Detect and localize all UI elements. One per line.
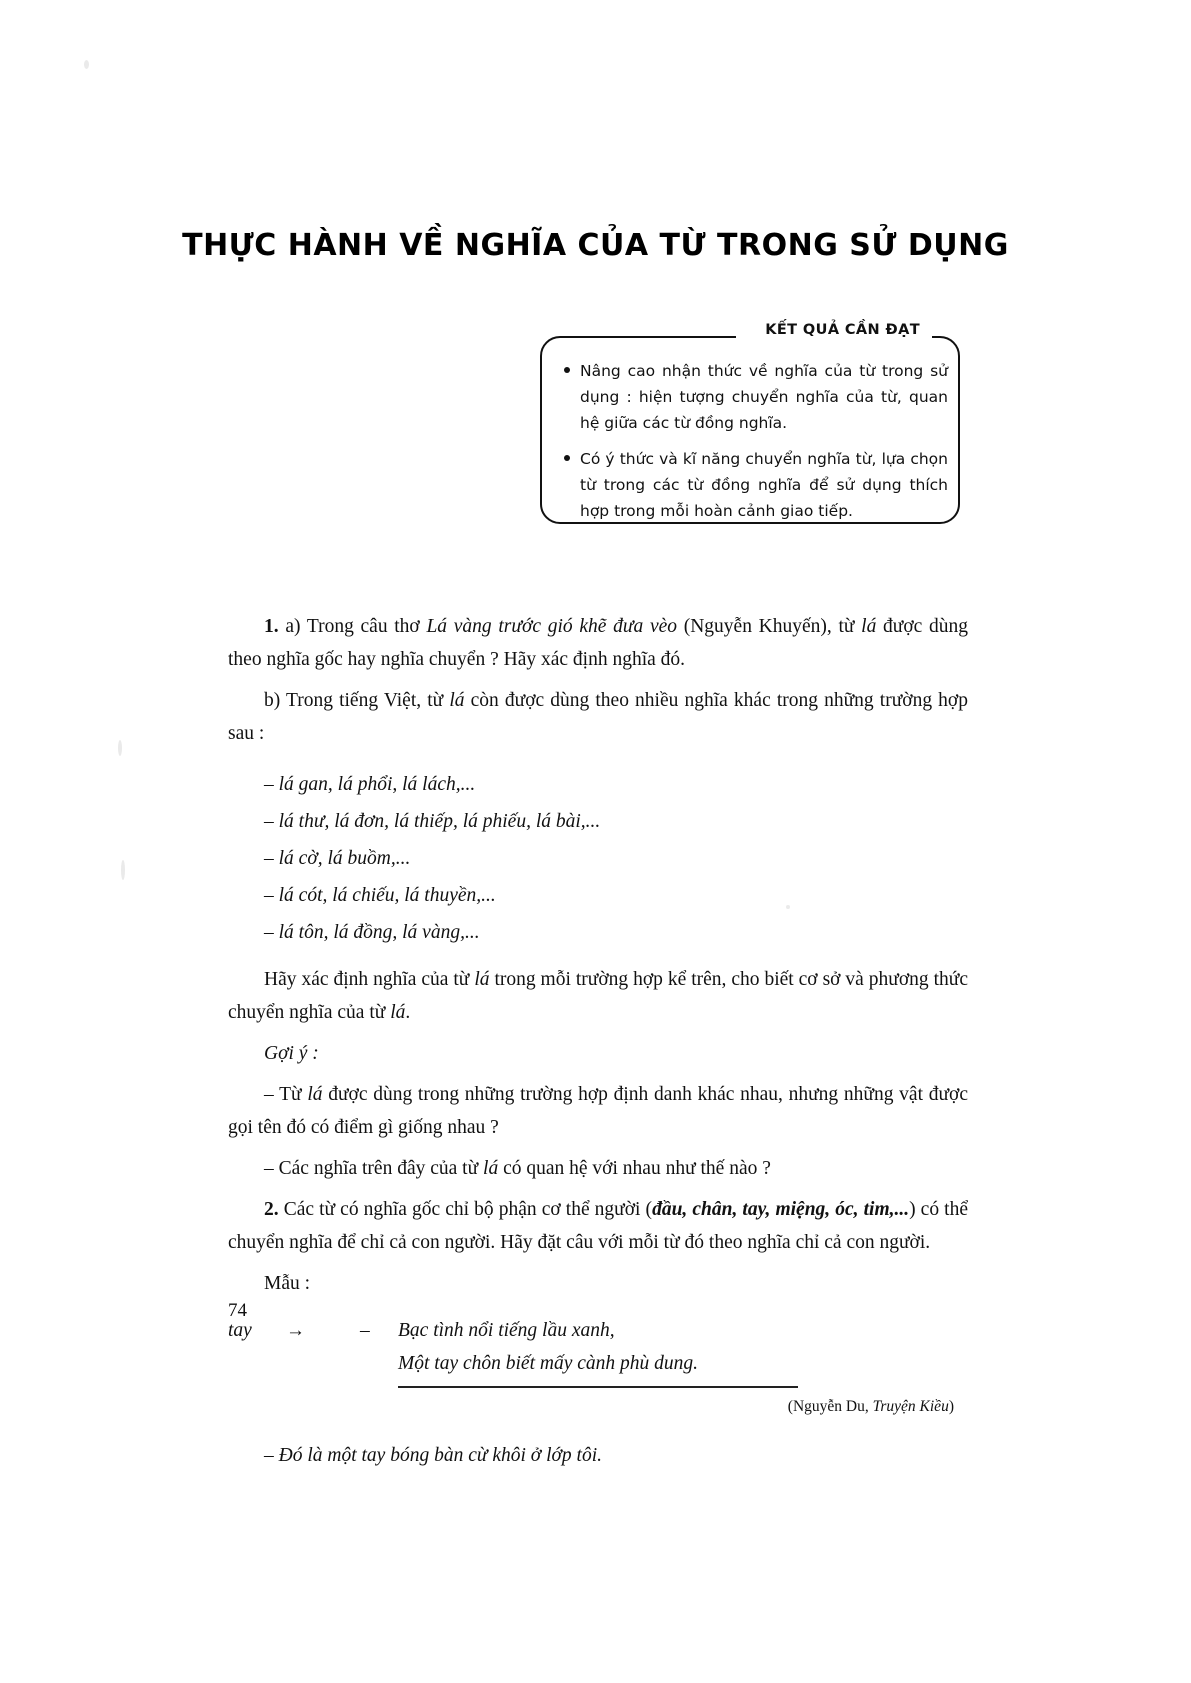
document-body bbox=[228, 610, 968, 1472]
exercise2 bbox=[228, 1193, 968, 1259]
list-item bbox=[554, 446, 948, 524]
bullet-icon bbox=[564, 455, 570, 461]
sample-dash: – bbox=[360, 1320, 370, 1341]
objectives-label: KẾT QUẢ CẦN ĐẠT bbox=[761, 322, 924, 338]
scan-speckle bbox=[84, 60, 89, 69]
page-title: THỰC HÀNH VỀ NGHĨA CỦA TỪ TRONG SỬ DỤNG bbox=[182, 228, 1009, 263]
page-number: 74 bbox=[228, 1300, 247, 1321]
hint-item bbox=[228, 1152, 968, 1185]
exercise1-a-text2: (Nguyễn Khuyến), từ bbox=[683, 616, 855, 637]
sample-final-line: – Đó là một tay bóng bàn cừ khôi ở lớp tôi. bbox=[264, 1444, 603, 1466]
hint-pre: – Các nghĩa trên đây của từ bbox=[264, 1158, 479, 1179]
exercise1-b-word: lá bbox=[449, 690, 465, 711]
sample-word: tay bbox=[228, 1320, 252, 1341]
exercise1-closing bbox=[228, 963, 968, 1029]
exercise2-text1: Các từ có nghĩa gốc chỉ bộ phận cơ thể người ( bbox=[283, 1199, 653, 1220]
closing-word: lá bbox=[474, 969, 490, 990]
hint-label bbox=[228, 1037, 968, 1070]
list-item: – lá tôn, lá đồng, lá vàng,... bbox=[264, 922, 480, 943]
closing-word2: lá bbox=[390, 1002, 406, 1023]
objectives-list bbox=[554, 358, 948, 534]
arrow-icon: → bbox=[286, 1320, 305, 1341]
exercise1-a-quote: Lá vàng trước gió khẽ đưa vèo bbox=[426, 616, 678, 637]
list-item bbox=[554, 358, 948, 436]
hint-word: lá bbox=[483, 1158, 499, 1179]
exercise2-text2: ) có thể chuyển nghĩa để chỉ cả con người. Hãy đặt câu với mỗi từ đó theo nghĩa chỉ cả con người. bbox=[228, 1199, 968, 1253]
sample-row bbox=[228, 1314, 968, 1347]
hint-label-text: Gợi ý : bbox=[264, 1043, 319, 1064]
exercise1-b-text1: Trong tiếng Việt, từ bbox=[286, 690, 444, 711]
closing-text1: Hãy xác định nghĩa của từ bbox=[264, 969, 470, 990]
objective-text: Có ý thức và kĩ năng chuyển nghĩa từ, lựa chọn từ trong các từ đồng nghĩa để sử dụng thích hợp trong mỗi hoàn cảnh giao tiếp. bbox=[580, 450, 948, 520]
sample-line-1: Bạc tình nổi tiếng lầu xanh, bbox=[398, 1320, 615, 1341]
exercise1-b-label: b) bbox=[264, 690, 281, 711]
hint-pre: – Từ bbox=[264, 1084, 302, 1105]
scan-speckle bbox=[121, 860, 125, 880]
exercise2-italic-list: đầu, chân, tay, miệng, óc, tim,... bbox=[652, 1199, 910, 1220]
closing-text2: trong mỗi trường hợp kể trên, cho biết cơ sở và phương thức chuyển nghĩa của từ bbox=[228, 969, 969, 1023]
objective-text: Nâng cao nhận thức về nghĩa của từ trong sử dụng : hiện tượng chuyển nghĩa của từ, quan hệ giữa các từ đồng nghĩa. bbox=[580, 362, 948, 432]
closing-text3: . bbox=[405, 1002, 411, 1023]
sample-block bbox=[228, 1314, 968, 1423]
bullet-icon bbox=[564, 367, 570, 373]
hint-post: được dùng trong những trường hợp định danh khác nhau, nhưng những vật được gọi tên đó có điểm gì giống nhau ? bbox=[228, 1084, 968, 1138]
source-suffix: ) bbox=[948, 1397, 954, 1415]
divider bbox=[398, 1386, 798, 1388]
spacer bbox=[228, 758, 968, 768]
hint-post: có quan hệ với nhau như thế nào ? bbox=[503, 1158, 771, 1179]
source-title: Truyện Kiều bbox=[872, 1397, 949, 1415]
exercise1-b-text2: còn được dùng theo nhiều nghĩa khác trong những trường hợp sau : bbox=[228, 690, 968, 744]
sample-line-2: Một tay chôn biết mấy cành phù dung. bbox=[398, 1353, 699, 1374]
hint-item bbox=[228, 1078, 968, 1144]
exercise1-a-label: a) bbox=[285, 616, 301, 637]
list-item: – lá cờ, lá buồm,... bbox=[264, 848, 411, 869]
sample-source bbox=[228, 1390, 968, 1423]
exercise1-part-a bbox=[228, 610, 968, 676]
hint-word: lá bbox=[307, 1084, 323, 1105]
exercise1-part-b bbox=[228, 684, 968, 750]
sample-label: Mẫu : bbox=[264, 1273, 311, 1294]
exercise1-a-text3: được dùng theo nghĩa gốc hay nghĩa chuyển ? Hãy xác định nghĩa đó. bbox=[228, 616, 969, 670]
spacer bbox=[228, 953, 968, 963]
exercise1-a-text1: Trong câu thơ bbox=[306, 616, 420, 637]
exercise1-number: 1. bbox=[264, 616, 279, 637]
list-item: – lá thư, lá đơn, lá thiếp, lá phiếu, lá bài,... bbox=[264, 811, 601, 832]
exercise1-a-word: lá bbox=[861, 616, 877, 637]
source-prefix: (Nguyễn Du, bbox=[787, 1397, 869, 1415]
exercise2-number: 2. bbox=[264, 1199, 279, 1220]
scan-speckle bbox=[118, 740, 122, 756]
list-item: – lá gan, lá phổi, lá lách,... bbox=[264, 774, 476, 795]
list-item: – lá cót, lá chiếu, lá thuyền,... bbox=[264, 885, 496, 906]
